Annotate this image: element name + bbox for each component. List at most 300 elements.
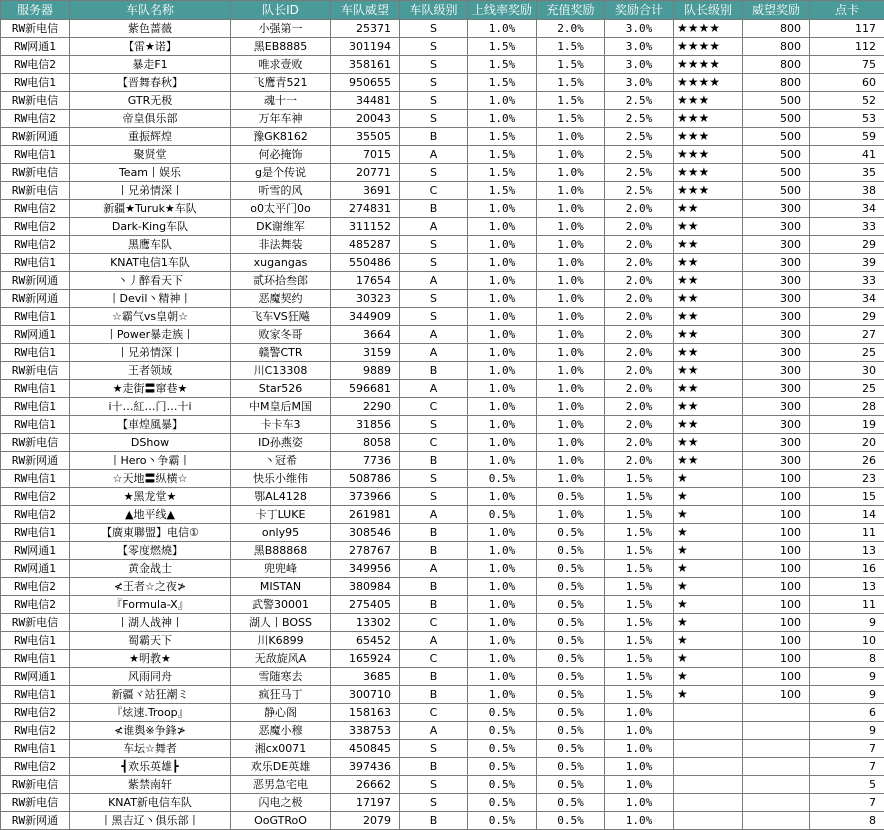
header-team-prestige: 车队威望 [331, 1, 400, 20]
cell-server: RW新电信 [1, 182, 70, 200]
header-point-card: 点卡 [810, 1, 884, 20]
cell-server: RW电信1 [1, 416, 70, 434]
cell-team-level: S [400, 308, 468, 326]
cell-online-bonus: 1.0% [468, 596, 537, 614]
cell-captain-id: 唯求壹败 [231, 56, 331, 74]
cell-total-bonus: 1.0% [605, 812, 674, 830]
cell-captain-level: ★★★★ [674, 74, 743, 92]
cell-recharge-bonus: 0.5% [537, 686, 605, 704]
cell-online-bonus: 1.0% [468, 254, 537, 272]
cell-point-card: 26 [810, 452, 884, 470]
cell-captain-id: 恶魔小穆 [231, 722, 331, 740]
table-row [1, 794, 884, 812]
cell-point-card: 39 [810, 254, 884, 272]
cell-total-bonus: 1.0% [605, 758, 674, 776]
cell-total-bonus: 2.0% [605, 326, 674, 344]
cell-captain-level: ★★ [674, 452, 743, 470]
cell-point-card: 28 [810, 398, 884, 416]
cell-team-name: ┫欢乐英雄┣ [70, 758, 231, 776]
cell-prestige-reward: 300 [743, 308, 810, 326]
table-row [1, 434, 884, 452]
cell-team-name: 【晋舞春秋】 [70, 74, 231, 92]
cell-captain-id: 何必掩饰 [231, 146, 331, 164]
cell-captain-level: ★★ [674, 380, 743, 398]
table-row [1, 290, 884, 308]
cell-server: RW新电信 [1, 794, 70, 812]
cell-total-bonus: 1.0% [605, 740, 674, 758]
cell-team-level: A [400, 218, 468, 236]
cell-online-bonus: 1.0% [468, 326, 537, 344]
cell-team-level: S [400, 56, 468, 74]
cell-recharge-bonus: 1.0% [537, 182, 605, 200]
cell-recharge-bonus: 1.5% [537, 74, 605, 92]
cell-team-level: B [400, 200, 468, 218]
cell-recharge-bonus: 0.5% [537, 488, 605, 506]
cell-captain-id: only95 [231, 524, 331, 542]
cell-online-bonus: 1.0% [468, 560, 537, 578]
cell-team-name: 『炫速.Troop』 [70, 704, 231, 722]
cell-prestige-reward: 300 [743, 398, 810, 416]
cell-captain-level: ★★ [674, 236, 743, 254]
cell-team-prestige: 380984 [331, 578, 400, 596]
cell-captain-id: Star526 [231, 380, 331, 398]
cell-prestige-reward [743, 812, 810, 830]
cell-team-name: 【雷★诺】 [70, 38, 231, 56]
cell-team-prestige: 13302 [331, 614, 400, 632]
cell-prestige-reward [743, 776, 810, 794]
cell-server: RW电信1 [1, 524, 70, 542]
cell-captain-id: OoGTRoO [231, 812, 331, 830]
cell-prestige-reward: 500 [743, 182, 810, 200]
cell-recharge-bonus: 0.5% [537, 560, 605, 578]
cell-recharge-bonus: 1.0% [537, 380, 605, 398]
cell-team-name: 丨黑吉辽丶俱乐部丨 [70, 812, 231, 830]
cell-captain-id: 疯狂马丁 [231, 686, 331, 704]
cell-online-bonus: 1.0% [468, 20, 537, 38]
cell-server: RW网通1 [1, 542, 70, 560]
cell-point-card: 75 [810, 56, 884, 74]
cell-total-bonus: 1.5% [605, 686, 674, 704]
header-recharge-bonus: 充值奖励 [537, 1, 605, 20]
cell-team-prestige: 397436 [331, 758, 400, 776]
cell-team-level: B [400, 668, 468, 686]
cell-team-name: 丨湖人战神丨 [70, 614, 231, 632]
cell-team-prestige: 165924 [331, 650, 400, 668]
cell-total-bonus: 1.5% [605, 506, 674, 524]
cell-team-prestige: 950655 [331, 74, 400, 92]
cell-total-bonus: 2.0% [605, 398, 674, 416]
cell-point-card: 53 [810, 110, 884, 128]
cell-online-bonus: 1.0% [468, 542, 537, 560]
cell-prestige-reward: 100 [743, 488, 810, 506]
cell-point-card: 7 [810, 758, 884, 776]
cell-total-bonus: 2.5% [605, 146, 674, 164]
cell-point-card: 117 [810, 20, 884, 38]
cell-team-prestige: 2079 [331, 812, 400, 830]
cell-captain-level: ★★★ [674, 128, 743, 146]
cell-captain-level: ★ [674, 650, 743, 668]
cell-total-bonus: 2.0% [605, 218, 674, 236]
header-team-level: 车队级别 [400, 1, 468, 20]
cell-recharge-bonus: 0.5% [537, 524, 605, 542]
cell-total-bonus: 2.5% [605, 164, 674, 182]
cell-server: RW电信2 [1, 704, 70, 722]
table-row [1, 542, 884, 560]
table-row [1, 128, 884, 146]
cell-point-card: 29 [810, 308, 884, 326]
cell-online-bonus: 1.5% [468, 74, 537, 92]
cell-team-prestige: 3159 [331, 344, 400, 362]
cell-captain-id: o0太平门0o [231, 200, 331, 218]
cell-captain-id: 湘cx0071 [231, 740, 331, 758]
cell-team-level: B [400, 812, 468, 830]
cell-total-bonus: 1.5% [605, 524, 674, 542]
cell-point-card: 112 [810, 38, 884, 56]
cell-captain-level: ★★★ [674, 92, 743, 110]
cell-team-level: S [400, 470, 468, 488]
cell-recharge-bonus: 1.0% [537, 254, 605, 272]
cell-team-prestige: 3685 [331, 668, 400, 686]
cell-total-bonus: 1.5% [605, 488, 674, 506]
cell-recharge-bonus: 0.5% [537, 722, 605, 740]
cell-team-prestige: 7736 [331, 452, 400, 470]
cell-total-bonus: 1.5% [605, 650, 674, 668]
cell-recharge-bonus: 1.0% [537, 200, 605, 218]
cell-server: RW新电信 [1, 776, 70, 794]
cell-captain-id: 黑EB8885 [231, 38, 331, 56]
cell-team-prestige: 20771 [331, 164, 400, 182]
cell-prestige-reward: 300 [743, 380, 810, 398]
cell-captain-level: ★★ [674, 362, 743, 380]
cell-online-bonus: 0.5% [468, 506, 537, 524]
cell-prestige-reward: 100 [743, 578, 810, 596]
cell-recharge-bonus: 0.5% [537, 794, 605, 812]
header-row [1, 1, 884, 20]
cell-team-level: C [400, 182, 468, 200]
cell-captain-level: ★★ [674, 290, 743, 308]
cell-prestige-reward: 100 [743, 560, 810, 578]
cell-total-bonus: 1.0% [605, 722, 674, 740]
table-row [1, 722, 884, 740]
cell-server: RW电信1 [1, 470, 70, 488]
cell-team-name: 【廣東聯盟】电信① [70, 524, 231, 542]
cell-team-prestige: 300710 [331, 686, 400, 704]
cell-captain-level [674, 794, 743, 812]
cell-captain-level: ★★★ [674, 110, 743, 128]
cell-total-bonus: 3.0% [605, 74, 674, 92]
table-row [1, 632, 884, 650]
cell-team-level: C [400, 704, 468, 722]
table-row [1, 704, 884, 722]
cell-team-prestige: 278767 [331, 542, 400, 560]
cell-prestige-reward: 100 [743, 632, 810, 650]
cell-prestige-reward: 300 [743, 254, 810, 272]
cell-captain-level: ★★ [674, 272, 743, 290]
cell-team-prestige: 261981 [331, 506, 400, 524]
cell-prestige-reward [743, 722, 810, 740]
cell-prestige-reward: 100 [743, 524, 810, 542]
cell-total-bonus: 1.5% [605, 596, 674, 614]
cell-recharge-bonus: 1.0% [537, 362, 605, 380]
cell-team-prestige: 158163 [331, 704, 400, 722]
cell-recharge-bonus: 1.0% [537, 308, 605, 326]
cell-team-name: 紫禁南轩 [70, 776, 231, 794]
cell-online-bonus: 1.5% [468, 182, 537, 200]
cell-server: RW电信1 [1, 398, 70, 416]
cell-total-bonus: 1.5% [605, 668, 674, 686]
cell-captain-level: ★★★★ [674, 56, 743, 74]
cell-server: RW新网通 [1, 128, 70, 146]
cell-server: RW电信1 [1, 686, 70, 704]
cell-captain-id: MISTAN [231, 578, 331, 596]
cell-total-bonus: 2.0% [605, 380, 674, 398]
cell-prestige-reward: 100 [743, 650, 810, 668]
cell-recharge-bonus: 1.0% [537, 290, 605, 308]
cell-captain-level: ★ [674, 488, 743, 506]
table-row [1, 74, 884, 92]
cell-team-name: 黄金战士 [70, 560, 231, 578]
cell-recharge-bonus: 1.0% [537, 434, 605, 452]
cell-team-name: 风雨同舟 [70, 668, 231, 686]
cell-server: RW新电信 [1, 20, 70, 38]
cell-team-level: B [400, 578, 468, 596]
cell-prestige-reward: 100 [743, 596, 810, 614]
cell-server: RW电信1 [1, 740, 70, 758]
cell-point-card: 11 [810, 596, 884, 614]
cell-captain-level [674, 722, 743, 740]
cell-captain-level: ★★ [674, 218, 743, 236]
cell-prestige-reward: 800 [743, 56, 810, 74]
cell-team-level: A [400, 506, 468, 524]
cell-online-bonus: 0.5% [468, 704, 537, 722]
cell-total-bonus: 2.0% [605, 290, 674, 308]
cell-total-bonus: 2.5% [605, 110, 674, 128]
table-row [1, 362, 884, 380]
cell-point-card: 8 [810, 812, 884, 830]
cell-point-card: 11 [810, 524, 884, 542]
cell-total-bonus: 2.0% [605, 452, 674, 470]
cell-captain-id: 无敌旋风A [231, 650, 331, 668]
cell-captain-level [674, 758, 743, 776]
cell-team-prestige: 65452 [331, 632, 400, 650]
cell-captain-level: ★ [674, 560, 743, 578]
cell-team-prestige: 358161 [331, 56, 400, 74]
cell-online-bonus: 1.5% [468, 38, 537, 56]
table-row [1, 56, 884, 74]
cell-recharge-bonus: 0.5% [537, 632, 605, 650]
cell-point-card: 25 [810, 380, 884, 398]
cell-team-level: B [400, 758, 468, 776]
cell-team-name: 新疆ヾ站狂潮ミ [70, 686, 231, 704]
cell-online-bonus: 0.5% [468, 470, 537, 488]
cell-online-bonus: 1.0% [468, 362, 537, 380]
table-row [1, 488, 884, 506]
cell-captain-level: ★ [674, 596, 743, 614]
cell-online-bonus: 1.0% [468, 650, 537, 668]
cell-point-card: 13 [810, 542, 884, 560]
table-row [1, 380, 884, 398]
cell-total-bonus: 3.0% [605, 56, 674, 74]
cell-team-name: 丶丿醉看天下 [70, 272, 231, 290]
cell-team-name: 聚贤堂 [70, 146, 231, 164]
cell-captain-id: DK谢维军 [231, 218, 331, 236]
table-row [1, 596, 884, 614]
cell-team-name: 丨Hero丶争霸丨 [70, 452, 231, 470]
cell-team-prestige: 550486 [331, 254, 400, 272]
table-body [1, 20, 884, 830]
cell-captain-level: ★ [674, 542, 743, 560]
cell-prestige-reward: 800 [743, 38, 810, 56]
cell-team-name: 蜀霸天下 [70, 632, 231, 650]
cell-team-level: B [400, 542, 468, 560]
cell-team-level: A [400, 326, 468, 344]
cell-recharge-bonus: 0.5% [537, 776, 605, 794]
cell-team-level: C [400, 650, 468, 668]
cell-online-bonus: 1.5% [468, 146, 537, 164]
cell-point-card: 30 [810, 362, 884, 380]
cell-server: RW新电信 [1, 362, 70, 380]
cell-total-bonus: 1.0% [605, 704, 674, 722]
cell-total-bonus: 2.5% [605, 128, 674, 146]
cell-team-level: B [400, 452, 468, 470]
cell-server: RW电信2 [1, 218, 70, 236]
table-row [1, 686, 884, 704]
cell-captain-id: g是个传说 [231, 164, 331, 182]
cell-captain-level: ★ [674, 470, 743, 488]
table-row [1, 326, 884, 344]
cell-team-level: S [400, 110, 468, 128]
cell-team-prestige: 373966 [331, 488, 400, 506]
table-row [1, 506, 884, 524]
cell-online-bonus: 0.5% [468, 722, 537, 740]
cell-server: RW新网通 [1, 272, 70, 290]
cell-prestige-reward: 500 [743, 110, 810, 128]
table-row [1, 740, 884, 758]
cell-team-name: 重振辉煌 [70, 128, 231, 146]
cell-recharge-bonus: 1.0% [537, 344, 605, 362]
cell-team-prestige: 274831 [331, 200, 400, 218]
cell-online-bonus: 1.0% [468, 380, 537, 398]
cell-captain-level: ★★ [674, 326, 743, 344]
cell-online-bonus: 1.0% [468, 398, 537, 416]
cell-team-name: 黑鹰车队 [70, 236, 231, 254]
cell-captain-id: 武警30001 [231, 596, 331, 614]
cell-prestige-reward: 300 [743, 362, 810, 380]
cell-team-level: S [400, 92, 468, 110]
cell-captain-id: xugangas [231, 254, 331, 272]
cell-online-bonus: 1.0% [468, 686, 537, 704]
cell-point-card: 15 [810, 488, 884, 506]
cell-prestige-reward: 800 [743, 20, 810, 38]
cell-team-level: S [400, 290, 468, 308]
cell-point-card: 16 [810, 560, 884, 578]
cell-recharge-bonus: 1.0% [537, 452, 605, 470]
cell-point-card: 23 [810, 470, 884, 488]
cell-team-prestige: 596681 [331, 380, 400, 398]
cell-team-name: ★明教★ [70, 650, 231, 668]
cell-captain-level: ★★ [674, 344, 743, 362]
cell-server: RW新网通 [1, 812, 70, 830]
cell-team-level: A [400, 344, 468, 362]
cell-captain-id: 黑B88868 [231, 542, 331, 560]
table-row [1, 560, 884, 578]
cell-prestige-reward: 300 [743, 272, 810, 290]
cell-recharge-bonus: 0.5% [537, 650, 605, 668]
cell-online-bonus: 1.0% [468, 524, 537, 542]
cell-team-prestige: 450845 [331, 740, 400, 758]
cell-team-prestige: 30323 [331, 290, 400, 308]
cell-total-bonus: 3.0% [605, 38, 674, 56]
cell-point-card: 20 [810, 434, 884, 452]
cell-team-name: 『Formula-X』 [70, 596, 231, 614]
cell-recharge-bonus: 2.0% [537, 20, 605, 38]
cell-team-name: ★走街〓窜巷★ [70, 380, 231, 398]
cell-prestige-reward: 100 [743, 470, 810, 488]
cell-captain-id: 静心阁 [231, 704, 331, 722]
cell-server: RW电信1 [1, 74, 70, 92]
cell-online-bonus: 1.0% [468, 578, 537, 596]
cell-team-level: B [400, 596, 468, 614]
table-row [1, 416, 884, 434]
cell-captain-id: 恶男急宅电 [231, 776, 331, 794]
cell-team-name: ★黑龙堂★ [70, 488, 231, 506]
cell-recharge-bonus: 1.0% [537, 506, 605, 524]
cell-prestige-reward [743, 758, 810, 776]
cell-team-level: S [400, 740, 468, 758]
cell-server: RW电信2 [1, 488, 70, 506]
cell-recharge-bonus: 1.0% [537, 236, 605, 254]
cell-point-card: 7 [810, 794, 884, 812]
cell-recharge-bonus: 0.5% [537, 614, 605, 632]
cell-online-bonus: 1.5% [468, 164, 537, 182]
cell-team-level: S [400, 236, 468, 254]
cell-prestige-reward: 500 [743, 146, 810, 164]
cell-online-bonus: 1.0% [468, 236, 537, 254]
cell-captain-level: ★★★ [674, 146, 743, 164]
cell-recharge-bonus: 0.5% [537, 758, 605, 776]
cell-total-bonus: 1.5% [605, 614, 674, 632]
cell-recharge-bonus: 1.0% [537, 416, 605, 434]
cell-team-prestige: 301194 [331, 38, 400, 56]
cell-team-prestige: 3691 [331, 182, 400, 200]
cell-captain-id: 飞车VS狂飚 [231, 308, 331, 326]
cell-captain-level: ★ [674, 632, 743, 650]
cell-team-level: A [400, 380, 468, 398]
cell-team-prestige: 349956 [331, 560, 400, 578]
header-online-bonus: 上线率奖励 [468, 1, 537, 20]
cell-recharge-bonus: 1.0% [537, 128, 605, 146]
cell-point-card: 25 [810, 344, 884, 362]
cell-team-name: 丨兄弟情深丨 [70, 344, 231, 362]
cell-prestige-reward: 300 [743, 218, 810, 236]
cell-captain-id: 闪电之极 [231, 794, 331, 812]
cell-team-prestige: 308546 [331, 524, 400, 542]
cell-prestige-reward: 300 [743, 452, 810, 470]
table-row [1, 20, 884, 38]
cell-server: RW电信2 [1, 200, 70, 218]
cell-online-bonus: 1.0% [468, 632, 537, 650]
cell-team-level: B [400, 686, 468, 704]
cell-recharge-bonus: 1.0% [537, 146, 605, 164]
cell-captain-level [674, 740, 743, 758]
cell-server: RW电信1 [1, 380, 70, 398]
cell-team-level: S [400, 164, 468, 182]
cell-online-bonus: 1.0% [468, 308, 537, 326]
table-row [1, 218, 884, 236]
cell-server: RW网通1 [1, 560, 70, 578]
cell-server: RW电信2 [1, 578, 70, 596]
cell-prestige-reward: 500 [743, 164, 810, 182]
